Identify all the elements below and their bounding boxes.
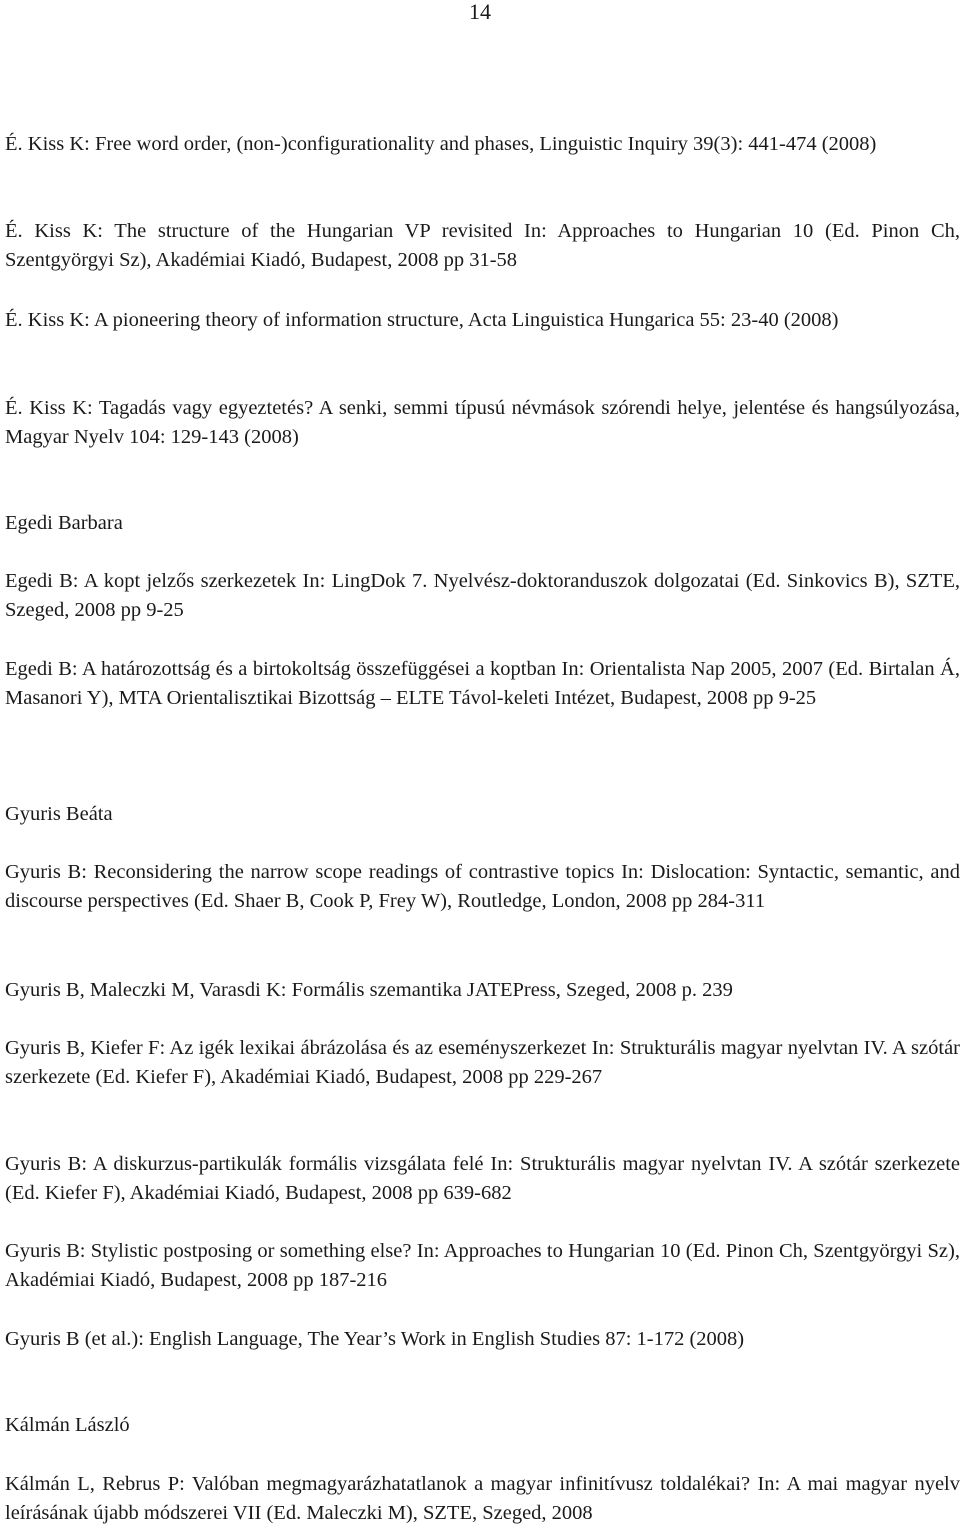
bibliography-entry: Gyuris B, Kiefer F: Az igék lexikai ábrázolása és az eseményszerkezet In: Strukturális magyar nyelvtan IV. A szótár szerkezete (Ed. Kiefer F), Akadémiai Kiadó, Budapest, 2008 pp 229-267 <box>5 1037 960 1088</box>
bibliography-entry: É. Kiss K: The structure of the Hungarian VP revisited In: Approaches to Hungarian 10 (Ed. Pinon Ch, Szentgyörgyi Sz), Akadémiai Kiadó, Budapest, 2008 pp 31-58 <box>5 220 960 271</box>
page-number: 14 <box>469 0 491 24</box>
bibliography-entry: Gyuris B: Stylistic postposing or something else? In: Approaches to Hungarian 10 (Ed. Pinon Ch, Szentgyörgyi Sz), Akadémiai Kiadó, Budapest, 2008 pp 187-216 <box>5 1240 960 1291</box>
bibliography-entry: Egedi B: A határozottság és a birtokoltság összefüggései a koptban In: Orientalista Nap 2005, 2007 (Ed. Birtalan Á, Masanori Y), MTA Orientalisztikai Bizottság – ELTE Távol-keleti Intézet, Budapest, 2008 pp 9-25 <box>5 658 960 709</box>
author-heading: Gyuris Beáta <box>5 803 113 825</box>
bibliography-entry: Gyuris B: A diskurzus-partikulák formális vizsgálata felé In: Strukturális magyar nyelvtan IV. A szótár szerkezete (Ed. Kiefer F), Akadémiai Kiadó, Budapest, 2008 pp 639-682 <box>5 1153 960 1204</box>
bibliography-entry: Gyuris B (et al.): English Language, The Year’s Work in English Studies 87: 1-172 (2008) <box>5 1328 745 1350</box>
bibliography-entry: É. Kiss K: A pioneering theory of information structure, Acta Linguistica Hungarica 55: 23-40 (2008) <box>5 309 839 331</box>
bibliography-entry: Gyuris B: Reconsidering the narrow scope readings of contrastive topics In: Dislocation: Syntactic, semantic, and discourse perspectives (Ed. Shaer B, Cook P, Frey W), Routledge, London, 2008 pp 284-311 <box>5 861 960 912</box>
bibliography-entry: É. Kiss K: Free word order, (non-)configurationality and phases, Linguistic Inquiry 39(3): 441-474 (2008) <box>5 133 877 155</box>
bibliography-entry: É. Kiss K: Tagadás vagy egyeztetés? A senki, semmi típusú névmások szórendi helye, jelentése és hangsúlyozása, Magyar Nyelv 104: 129-143 (2008) <box>5 397 960 448</box>
bibliography-entry: Gyuris B, Maleczki M, Varasdi K: Formális szemantika JATEPress, Szeged, 2008 p. 239 <box>5 979 733 1001</box>
bibliography-entry: Egedi B: A kopt jelzős szerkezetek In: LingDok 7. Nyelvész-doktoranduszok dolgozatai (Ed. Sinkovics B), SZTE, Szeged, 2008 pp 9-25 <box>5 570 960 621</box>
author-heading: Kálmán László <box>5 1414 130 1436</box>
bibliography-entry: Kálmán L, Rebrus P: Valóban megmagyarázhatatlanok a magyar infinitívusz toldalékai? In: A mai magyar nyelv leírásának újabb módszerei VII (Ed. Maleczki M), SZTE, Szeged, 2008 <box>5 1473 960 1524</box>
author-heading: Egedi Barbara <box>5 512 123 534</box>
